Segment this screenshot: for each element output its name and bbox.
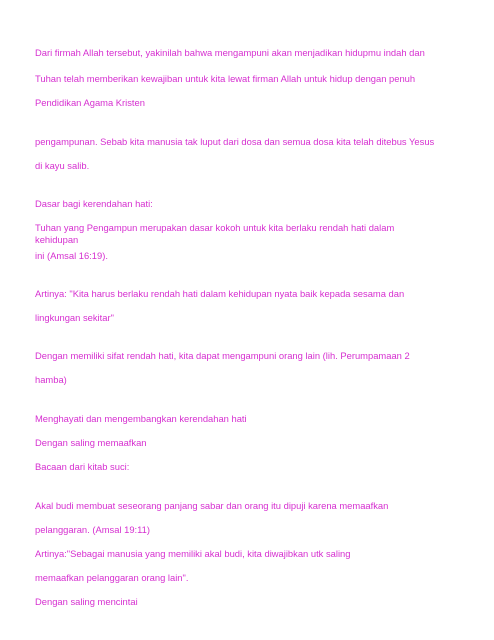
paragraph-line: lingkungan sekitar" [35,312,114,323]
paragraph-line: Pendidikan Agama Kristen [35,97,145,108]
paragraph-line: Dengan saling mencintai [35,596,138,607]
paragraph-line: Tuhan telah memberikan kewajiban untuk kita lewat firman Allah untuk hidup dengan penuh [35,73,416,84]
paragraph-line: Artinya:"Sebagai manusia yang memiliki akal budi, kita diwajibkan utk saling [35,548,351,559]
paragraph-line: hamba) [35,374,67,385]
paragraph-line: Bacaan dari kitab suci: [35,461,130,472]
section-heading: Dasar bagi kerendahan hati: [35,198,153,209]
paragraph-line: Tuhan yang Pengampun merupakan dasar kokoh untuk kita berlaku rendah hati dalam [35,222,395,233]
paragraph-line: pelanggaran. (Amsal 19:11) [35,524,150,535]
paragraph-line: Dengan memiliki sifat rendah hati, kita dapat mengampuni orang lain (lih. Perumpamaan 2 [35,350,410,361]
paragraph-line: di kayu salib. [35,160,90,171]
paragraph-line: ini (Amsal 16:19). [35,250,108,261]
paragraph-line: Artinya: "Kita harus berlaku rendah hati dalam kehidupan nyata baik kepada sesama dan [35,288,405,299]
section-heading: Menghayati dan mengembangkan kerendahan hati [35,413,247,424]
paragraph-line: memaafkan pelanggaran orang lain". [35,572,189,583]
paragraph-line: Dengan saling memaafkan [35,437,147,448]
paragraph-line: Akal budi membuat seseorang panjang sabar dan orang itu dipuji karena memaafkan [35,500,389,511]
paragraph-line: Dari firmah Allah tersebut, yakinilah bahwa mengampuni akan menjadikan hidupmu indah dan [35,47,425,58]
paragraph-line: kehidupan [35,234,79,245]
paragraph-line: pengampunan. Sebab kita manusia tak luput dari dosa dan semua dosa kita telah ditebus Yesus [35,136,435,147]
